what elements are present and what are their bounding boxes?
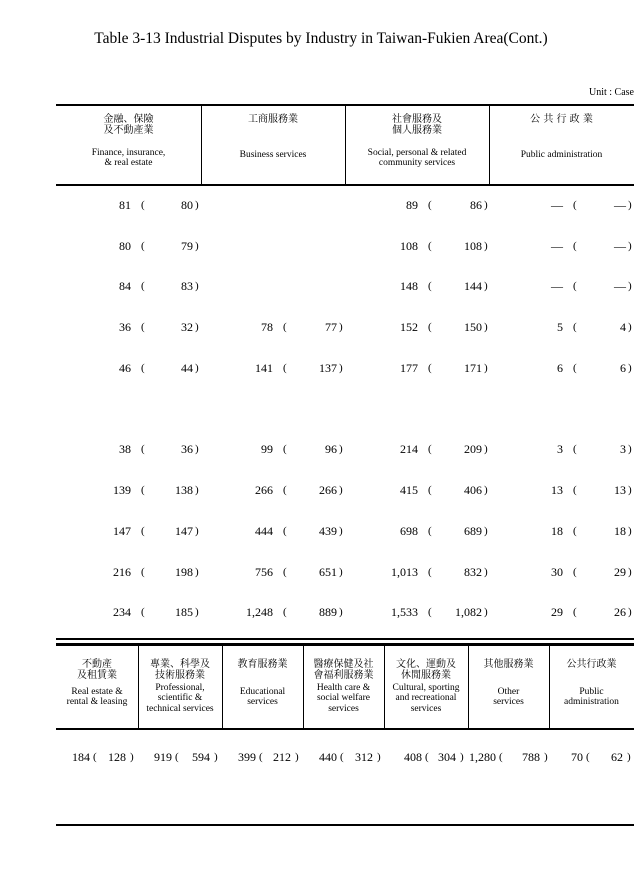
- cell-value: 147: [113, 524, 131, 538]
- header-en: technical services: [146, 703, 214, 714]
- header-zh: 及租賃業: [77, 670, 117, 681]
- cell-value: 415: [400, 483, 418, 497]
- cell-value: 1,013: [391, 565, 418, 579]
- cell-value-prev: 406: [464, 483, 482, 497]
- close-paren: ): [195, 362, 199, 374]
- header-en: Public administration: [520, 150, 603, 160]
- open-paren: (: [93, 751, 97, 763]
- open-paren: (: [283, 321, 287, 333]
- cell-value-prev: 77: [325, 320, 337, 334]
- open-paren: (: [573, 484, 577, 496]
- cell-value-prev: 83: [181, 279, 193, 293]
- close-paren: ): [628, 525, 632, 537]
- open-paren: (: [141, 443, 145, 455]
- close-paren: ): [214, 751, 218, 763]
- column-header: [549, 659, 634, 708]
- cell-value: 444: [255, 524, 273, 538]
- open-paren: (: [141, 484, 145, 496]
- open-paren: (: [573, 280, 577, 292]
- column-header: [345, 114, 489, 169]
- close-paren: ): [484, 566, 488, 578]
- open-paren: (: [283, 525, 287, 537]
- close-paren: ): [484, 240, 488, 252]
- header-zh: [222, 670, 303, 681]
- header-zh: 會福利服務業: [313, 670, 374, 681]
- open-paren: (: [428, 566, 432, 578]
- open-paren: (: [141, 321, 145, 333]
- cell-value-prev: 4: [620, 320, 626, 334]
- open-paren: (: [428, 484, 432, 496]
- cell-value-prev: 266: [319, 483, 337, 497]
- cell-value-prev: 147: [175, 524, 193, 538]
- open-paren: (: [428, 362, 432, 374]
- column-header: [138, 659, 222, 714]
- header-en: Health care &: [316, 683, 371, 693]
- column-header: [56, 114, 201, 169]
- open-paren: (: [283, 362, 287, 374]
- close-paren: ): [195, 199, 199, 211]
- cell-value-prev: 150: [464, 320, 482, 334]
- open-paren: (: [428, 240, 432, 252]
- cell-value-prev: 3: [620, 442, 626, 456]
- open-paren: (: [428, 443, 432, 455]
- cell-value-prev: 29: [614, 565, 626, 579]
- cell-value: 99: [261, 442, 273, 456]
- open-paren: (: [175, 751, 179, 763]
- header-zh: 教育服務業: [237, 659, 288, 670]
- cell-value: 152: [400, 320, 418, 334]
- lower-bottom-rule: [56, 824, 634, 826]
- cell-value-prev: 32: [181, 320, 193, 334]
- cell-value-prev: 185: [175, 605, 193, 619]
- cell-value-prev: 26: [614, 605, 626, 619]
- header-en: scientific &: [157, 693, 203, 704]
- cell-value: 38: [119, 442, 131, 456]
- cell-value: 408: [404, 750, 422, 764]
- cell-value-prev: 108: [464, 239, 482, 253]
- cell-value-prev: 138: [175, 483, 193, 497]
- header-zh: 金融、保險: [103, 114, 154, 125]
- header-en: Finance, insurance,: [91, 148, 166, 158]
- open-paren: (: [283, 606, 287, 618]
- cell-value-prev: —: [614, 239, 626, 253]
- header-zh: [549, 670, 634, 681]
- cell-value: 139: [113, 483, 131, 497]
- cell-value: —: [551, 279, 563, 293]
- close-paren: ): [627, 751, 631, 763]
- cell-value-prev: 209: [464, 442, 482, 456]
- cell-value: 756: [255, 565, 273, 579]
- header-zh: 社會服務及: [392, 114, 442, 125]
- header-en: services: [247, 697, 278, 708]
- header-zh: [201, 125, 345, 136]
- header-zh: 工商服務業: [248, 114, 298, 125]
- header-en: services: [493, 697, 524, 708]
- cell-value: 36: [119, 320, 131, 334]
- column-header: [489, 114, 634, 160]
- cell-value-prev: 689: [464, 524, 482, 538]
- cell-value-prev: 594: [192, 750, 210, 764]
- close-paren: ): [628, 606, 632, 618]
- close-paren: ): [628, 240, 632, 252]
- close-paren: ): [195, 321, 199, 333]
- close-paren: ): [484, 484, 488, 496]
- cell-value: 46: [119, 361, 131, 375]
- cell-value-prev: —: [614, 279, 626, 293]
- header-zh: 不動產: [82, 659, 112, 670]
- lower-top-rule: [56, 643, 634, 646]
- close-paren: ): [484, 321, 488, 333]
- cell-value: —: [551, 198, 563, 212]
- cell-value: —: [551, 239, 563, 253]
- close-paren: ): [195, 240, 199, 252]
- header-zh: 文化、運動及: [396, 659, 456, 670]
- close-paren: ): [339, 362, 343, 374]
- cell-value-prev: 6: [620, 361, 626, 375]
- open-paren: (: [586, 751, 590, 763]
- open-paren: (: [141, 525, 145, 537]
- header-en: Real estate &: [71, 687, 123, 697]
- open-paren: (: [141, 240, 145, 252]
- cell-value-prev: 79: [181, 239, 193, 253]
- cell-value-prev: 212: [273, 750, 291, 764]
- cell-value: 81: [119, 198, 131, 212]
- close-paren: ): [195, 443, 199, 455]
- header-en: Social, personal & related: [367, 148, 467, 158]
- close-paren: ): [339, 525, 343, 537]
- close-paren: ): [339, 443, 343, 455]
- cell-value: 84: [119, 279, 131, 293]
- close-paren: ): [195, 484, 199, 496]
- cell-value: 1,248: [246, 605, 273, 619]
- header-en: Public: [579, 687, 604, 697]
- open-paren: (: [141, 199, 145, 211]
- close-paren: ): [195, 280, 199, 292]
- close-paren: ): [628, 321, 632, 333]
- column-header: [201, 114, 345, 160]
- close-paren: ): [484, 443, 488, 455]
- close-paren: ): [339, 484, 343, 496]
- header-zh: 醫療保健及社: [313, 659, 374, 670]
- close-paren: ): [195, 566, 199, 578]
- header-en: and recreational: [395, 693, 457, 704]
- close-paren: ): [339, 321, 343, 333]
- open-paren: (: [573, 321, 577, 333]
- open-paren: (: [141, 280, 145, 292]
- cell-value-prev: 171: [464, 361, 482, 375]
- header-en: & real estate: [104, 158, 153, 169]
- close-paren: ): [460, 751, 464, 763]
- cell-value-prev: 36: [181, 442, 193, 456]
- close-paren: ): [628, 484, 632, 496]
- cell-value-prev: 62: [611, 750, 623, 764]
- open-paren: (: [573, 199, 577, 211]
- cell-value-prev: 1,082: [455, 605, 482, 619]
- cell-value: 1,533: [391, 605, 418, 619]
- page-title: Table 3-13 Industrial Disputes by Industry in Taiwan-Fukien Area(Cont.): [94, 30, 548, 47]
- open-paren: (: [573, 443, 577, 455]
- open-paren: (: [425, 751, 429, 763]
- cell-value: 234: [113, 605, 131, 619]
- cell-value-prev: 312: [355, 750, 373, 764]
- close-paren: ): [628, 566, 632, 578]
- cell-value-prev: 651: [319, 565, 337, 579]
- header-en: rental & leasing: [66, 697, 128, 708]
- header-en: administration: [564, 697, 619, 708]
- cell-value: 3: [557, 442, 563, 456]
- cell-value: 30: [551, 565, 563, 579]
- cell-value: 184: [72, 750, 90, 764]
- header-en: Business services: [239, 150, 307, 160]
- cell-value: 80: [119, 239, 131, 253]
- close-paren: ): [339, 606, 343, 618]
- header-zh: 公共行政業: [566, 659, 617, 670]
- cell-value-prev: 889: [319, 605, 337, 619]
- cell-value: 18: [551, 524, 563, 538]
- open-paren: (: [141, 566, 145, 578]
- open-paren: (: [340, 751, 344, 763]
- cell-value-prev: 788: [522, 750, 540, 764]
- open-paren: (: [573, 606, 577, 618]
- cell-value: 698: [400, 524, 418, 538]
- open-paren: (: [573, 240, 577, 252]
- cell-value-prev: 18: [614, 524, 626, 538]
- header-en: social welfare: [316, 693, 370, 704]
- cell-value: 6: [557, 361, 563, 375]
- close-paren: ): [295, 751, 299, 763]
- close-paren: ): [377, 751, 381, 763]
- cell-value: 148: [400, 279, 418, 293]
- header-zh: 及不動產業: [103, 125, 154, 136]
- cell-value-prev: 13: [614, 483, 626, 497]
- open-paren: (: [141, 606, 145, 618]
- column-header: [222, 659, 303, 708]
- cell-value: 266: [255, 483, 273, 497]
- cell-value: 89: [406, 198, 418, 212]
- cell-value: 29: [551, 605, 563, 619]
- cell-value: 440: [319, 750, 337, 764]
- header-zh: 個人服務業: [392, 125, 442, 136]
- cell-value: 214: [400, 442, 418, 456]
- open-paren: (: [573, 525, 577, 537]
- cell-value: 108: [400, 239, 418, 253]
- header-en: community services: [378, 158, 456, 169]
- close-paren: ): [195, 606, 199, 618]
- cell-value-prev: 198: [175, 565, 193, 579]
- header-zh: [468, 670, 549, 681]
- close-paren: ): [628, 443, 632, 455]
- column-header: [468, 659, 549, 708]
- cell-value-prev: 128: [108, 750, 126, 764]
- open-paren: (: [573, 566, 577, 578]
- header-en: Professional,: [155, 683, 205, 693]
- cell-value-prev: 439: [319, 524, 337, 538]
- close-paren: ): [130, 751, 134, 763]
- open-paren: (: [573, 362, 577, 374]
- cell-value: 919: [154, 750, 172, 764]
- unit-label: Unit : Case: [589, 87, 634, 98]
- cell-value: 141: [255, 361, 273, 375]
- cell-value: 1,280: [469, 750, 496, 764]
- cell-value-prev: 86: [470, 198, 482, 212]
- column-header: [384, 659, 468, 714]
- header-en: services: [410, 703, 442, 714]
- close-paren: ): [339, 566, 343, 578]
- cell-value: 70: [571, 750, 583, 764]
- cell-value: 399: [238, 750, 256, 764]
- lower-header-rule: [56, 728, 634, 730]
- cell-value-prev: 304: [438, 750, 456, 764]
- open-paren: (: [428, 321, 432, 333]
- cell-value-prev: 96: [325, 442, 337, 456]
- close-paren: ): [628, 362, 632, 374]
- cell-value-prev: 80: [181, 198, 193, 212]
- cell-value-prev: 137: [319, 361, 337, 375]
- cell-value: 13: [551, 483, 563, 497]
- header-zh: 專業、科學及: [150, 659, 210, 670]
- header-en: services: [328, 703, 359, 714]
- close-paren: ): [484, 362, 488, 374]
- cell-value-prev: 832: [464, 565, 482, 579]
- close-paren: ): [628, 199, 632, 211]
- header-zh: 公 共 行 政 業: [530, 114, 593, 125]
- column-header: [303, 659, 384, 714]
- open-paren: (: [428, 606, 432, 618]
- header-zh: 休閒服務業: [401, 670, 451, 681]
- cell-value: 216: [113, 565, 131, 579]
- header-zh: 其他服務業: [483, 659, 534, 670]
- header-zh: 技術服務業: [155, 670, 205, 681]
- open-paren: (: [428, 525, 432, 537]
- close-paren: ): [628, 280, 632, 292]
- close-paren: ): [195, 525, 199, 537]
- open-paren: (: [283, 484, 287, 496]
- open-paren: (: [428, 280, 432, 292]
- cell-value: 78: [261, 320, 273, 334]
- column-header: [56, 659, 138, 708]
- cell-value-prev: —: [614, 198, 626, 212]
- open-paren: (: [259, 751, 263, 763]
- close-paren: ): [484, 280, 488, 292]
- cell-value-prev: 44: [181, 361, 193, 375]
- close-paren: ): [484, 199, 488, 211]
- cell-value: 5: [557, 320, 563, 334]
- upper-bottom-rule: [56, 638, 634, 640]
- cell-value: 177: [400, 361, 418, 375]
- close-paren: ): [544, 751, 548, 763]
- close-paren: ): [484, 525, 488, 537]
- header-zh: [489, 125, 634, 136]
- header-en: Educational: [239, 687, 286, 697]
- open-paren: (: [283, 443, 287, 455]
- open-paren: (: [499, 751, 503, 763]
- close-paren: ): [484, 606, 488, 618]
- header-en: Cultural, sporting: [392, 683, 460, 693]
- open-paren: (: [428, 199, 432, 211]
- cell-value-prev: 144: [464, 279, 482, 293]
- header-en: Other: [497, 687, 520, 697]
- open-paren: (: [283, 566, 287, 578]
- open-paren: (: [141, 362, 145, 374]
